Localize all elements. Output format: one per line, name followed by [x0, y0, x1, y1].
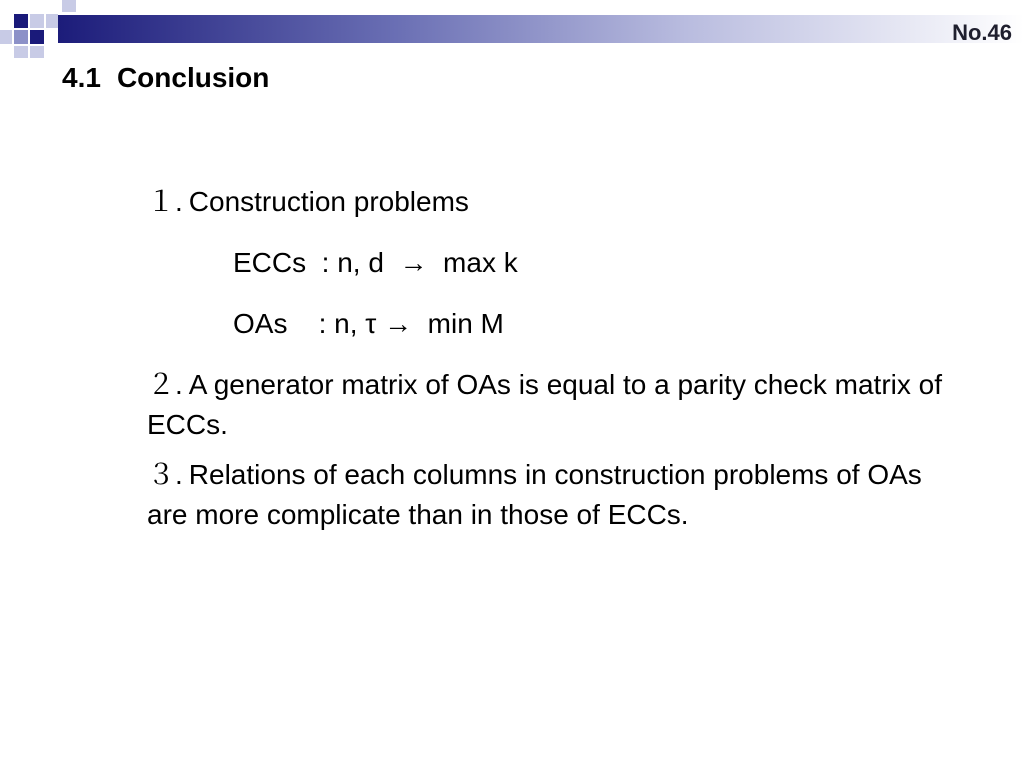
decor-square — [30, 46, 44, 58]
decor-square — [14, 46, 28, 58]
decor-square — [30, 30, 44, 44]
list-marker: ３. — [147, 459, 183, 490]
header-bar — [58, 15, 1024, 43]
slide-title — [62, 62, 269, 94]
list-item-text: Construction problems — [188, 186, 469, 217]
decor-square — [14, 30, 28, 44]
section-title: Conclusion — [116, 62, 270, 93]
slide-number: No.46 — [952, 20, 1012, 45]
list-item-text: A generator matrix of OAs is equal to a parity check matrix of ECCs. — [147, 369, 942, 440]
sub-item: OAs : n, τ → min M — [233, 308, 504, 339]
list-marker: ２. — [147, 369, 183, 400]
list-item — [147, 365, 947, 445]
sub-item: ECCs : n, d → max k — [233, 247, 518, 278]
content-list — [147, 182, 947, 545]
decor-square — [62, 0, 76, 12]
list-item-text: Relations of each columns in construction problems of OAs are more complicate than in those of ECCs. — [147, 459, 922, 530]
decor-square — [30, 14, 44, 28]
decor-square — [0, 30, 12, 44]
section-number: 4.1 — [62, 62, 101, 93]
decor-square — [14, 14, 28, 28]
decor-square — [46, 14, 58, 28]
list-marker: １. — [147, 186, 183, 217]
list-item — [147, 455, 947, 535]
list-item — [147, 182, 947, 222]
